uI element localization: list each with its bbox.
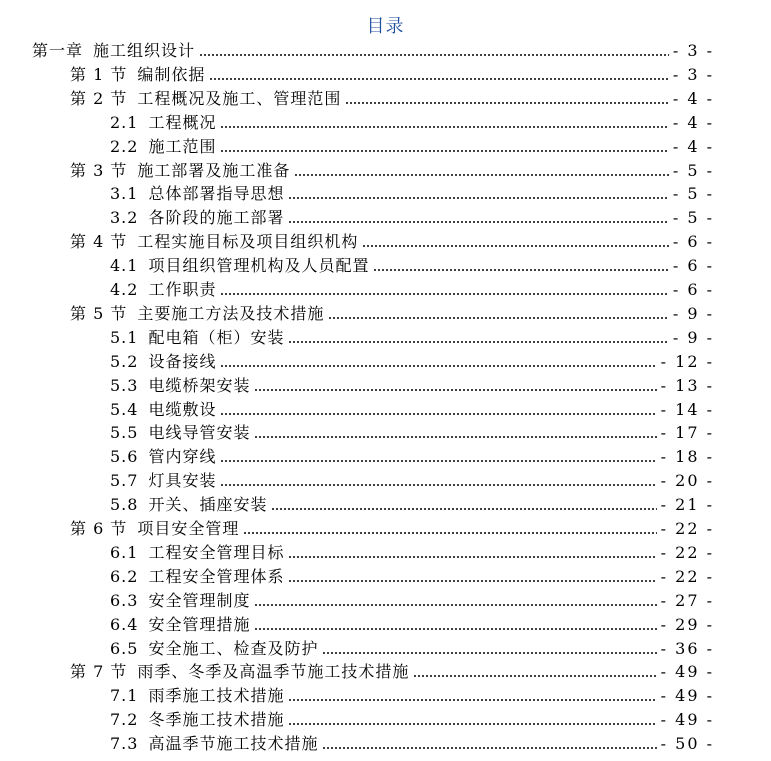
toc-entry-number: 5.4: [110, 399, 139, 419]
toc-entry[interactable]: [110, 399, 714, 421]
toc-entry-page: - 21 -: [660, 495, 714, 515]
toc-entry-number: 6.2: [110, 566, 139, 586]
toc-entry-title: 项目安全管理: [137, 519, 240, 538]
toc-entry-title: 雨季施工技术措施: [148, 686, 285, 706]
toc-entry-number: 6.5: [110, 638, 139, 658]
dot-leader: [362, 243, 668, 249]
dot-leader: [243, 530, 656, 536]
dot-leader: [288, 697, 656, 703]
toc-entry[interactable]: [110, 136, 714, 158]
dot-leader: [345, 100, 668, 106]
toc-entry-title: 电缆桥架安装: [148, 375, 251, 395]
dot-leader: [220, 124, 668, 130]
toc-entry[interactable]: [70, 661, 714, 683]
toc-entry-title: 安全管理措施: [148, 614, 251, 634]
toc-title: 目录: [366, 16, 405, 37]
toc-entry[interactable]: [70, 518, 714, 540]
toc-entry-title: 灯具安装: [148, 471, 217, 491]
toc-entry-title: 电缆敷设: [148, 399, 217, 419]
toc-entry-page: - 17 -: [660, 423, 714, 443]
toc-entry-number: 5.3: [110, 375, 139, 395]
dot-leader: [373, 267, 668, 273]
toc-entry-number: 4.1: [110, 256, 139, 276]
toc-entry-number: 第 6 节: [70, 519, 128, 538]
toc-entry[interactable]: [70, 160, 714, 182]
toc-entry-page: - 49 -: [660, 662, 714, 682]
toc-entry[interactable]: [70, 88, 714, 110]
toc-entry-title: 各阶段的施工部署: [148, 208, 285, 228]
toc-entry[interactable]: [110, 566, 714, 588]
toc-entry[interactable]: [110, 183, 714, 205]
toc-entry-title: 开关、插座安装: [148, 495, 268, 515]
toc-entry[interactable]: [110, 446, 714, 468]
toc-entry-number: 5.5: [110, 423, 139, 443]
toc-entry-title: 主要施工方法及技术措施: [137, 303, 325, 323]
toc-entry[interactable]: [110, 207, 714, 229]
toc-entry-title: 雨季、冬季及高温季节施工技术措施: [137, 662, 410, 682]
toc-entry[interactable]: [110, 614, 714, 636]
toc-entry[interactable]: [70, 303, 714, 325]
toc-entry-title: 设备接线: [148, 351, 217, 371]
toc-entry-page: - 13 -: [660, 375, 714, 395]
dot-leader: [220, 411, 656, 417]
dot-leader: [288, 219, 668, 225]
toc-entry-page: - 9 -: [672, 327, 714, 347]
toc-entry-number: 4.2: [110, 280, 139, 299]
toc-entry-page: - 27 -: [660, 590, 714, 610]
dot-leader: [413, 673, 656, 679]
toc-entry-title: 项目组织管理机构及人员配置: [148, 256, 370, 276]
dot-leader: [288, 554, 656, 560]
toc-entry[interactable]: [110, 375, 714, 397]
toc-entry-number: 2.1: [110, 112, 139, 132]
dot-leader: [288, 195, 668, 201]
toc-entry-title: 施工范围: [148, 136, 217, 156]
toc-entry-title: 高温季节施工技术措施: [148, 734, 319, 754]
toc-entry-page: - 4 -: [672, 112, 714, 132]
toc-entry-title: 冬季施工技术措施: [148, 710, 285, 730]
toc-entry[interactable]: [70, 64, 714, 86]
toc-entry-number: 5.6: [110, 447, 139, 467]
toc-entry-title: 工程概况及施工、管理范围: [137, 88, 342, 108]
toc-entry[interactable]: [32, 40, 714, 62]
toc-entry-title: 施工部署及施工准备: [137, 160, 291, 180]
dot-leader: [199, 52, 669, 58]
toc-entry-number: 第 7 节: [70, 662, 128, 682]
toc-entry[interactable]: [110, 327, 714, 349]
toc-entry-number: 6.3: [110, 590, 139, 610]
dot-leader: [254, 602, 656, 608]
dot-leader: [288, 339, 668, 345]
toc-entry-title: 配电箱（柜）安装: [148, 327, 285, 347]
toc-entry-page: - 6 -: [672, 280, 714, 299]
dot-leader: [209, 76, 668, 82]
toc-entry[interactable]: [110, 542, 714, 564]
dot-leader: [254, 387, 656, 393]
toc-entry[interactable]: [110, 590, 714, 612]
dot-leader: [288, 721, 656, 727]
dot-leader: [220, 458, 656, 464]
toc-entry[interactable]: [110, 279, 714, 301]
dot-leader: [220, 148, 668, 154]
toc-entry[interactable]: [110, 351, 714, 373]
toc-entry-title: 编制依据: [137, 64, 206, 84]
toc-entry-page: - 22 -: [660, 566, 714, 586]
dot-leader: [254, 434, 656, 440]
toc-entry-title: 总体部署指导思想: [148, 184, 285, 204]
toc-entry-number: 7.2: [110, 710, 139, 730]
toc-entry-number: 5.8: [110, 495, 139, 515]
toc-entry[interactable]: [70, 231, 714, 253]
toc-entry-number: 第 2 节: [70, 88, 128, 108]
toc-entry-page: - 50 -: [660, 734, 714, 754]
toc-entry[interactable]: [110, 422, 714, 444]
toc-entry-number: 5.2: [110, 351, 139, 371]
toc-entry-page: - 3 -: [672, 41, 714, 60]
toc-entry-number: 第 5 节: [70, 303, 128, 323]
toc-entry-page: - 4 -: [672, 88, 714, 108]
dot-leader: [220, 291, 668, 297]
dot-leader: [288, 578, 656, 584]
toc-entry-page: - 36 -: [660, 638, 714, 658]
toc-entry-page: - 18 -: [660, 447, 714, 467]
toc-entry-page: - 5 -: [672, 184, 714, 204]
toc-entry-number: 5.1: [110, 327, 139, 347]
toc-entry-page: - 4 -: [672, 136, 714, 156]
toc-entry-page: - 6 -: [672, 256, 714, 276]
toc-entry-title: 施工组织设计: [93, 41, 196, 60]
toc-entry[interactable]: [110, 470, 714, 492]
toc-entry[interactable]: [110, 494, 714, 516]
dot-leader: [220, 363, 656, 369]
toc-entry-title: 工程概况: [148, 112, 217, 132]
toc-entry-page: - 5 -: [672, 208, 714, 228]
toc-entry[interactable]: [110, 112, 714, 134]
toc-entry-number: 2.2: [110, 136, 139, 156]
toc-entry[interactable]: [110, 255, 714, 277]
toc-entry-page: - 9 -: [672, 303, 714, 323]
toc-entry-page: - 49 -: [660, 686, 714, 706]
toc-entry-page: - 29 -: [660, 614, 714, 634]
dot-leader: [322, 745, 656, 751]
toc-entry-page: - 5 -: [672, 160, 714, 180]
toc-entry-page: - 20 -: [660, 471, 714, 491]
toc-entry-number: 第 1 节: [70, 64, 128, 84]
toc-entry-page: - 49 -: [660, 710, 714, 730]
toc-entry-page: - 22 -: [660, 542, 714, 562]
toc-entry-page: - 14 -: [660, 399, 714, 419]
toc-entry-number: 3.1: [110, 184, 139, 204]
toc-entry-page: - 3 -: [672, 64, 714, 84]
toc-entry-title: 管内穿线: [148, 447, 217, 467]
toc-entry-title: 工程安全管理目标: [148, 542, 285, 562]
toc-entry[interactable]: [110, 709, 714, 731]
dot-leader: [254, 626, 656, 632]
toc-entry-page: - 6 -: [672, 232, 714, 252]
toc-entry-number: 6.1: [110, 542, 139, 562]
toc-entry-title: 安全施工、检查及防护: [148, 638, 319, 658]
toc-entry[interactable]: [110, 733, 714, 755]
dot-leader: [328, 315, 668, 321]
toc-entry-number: 第一章: [32, 41, 84, 60]
toc-entry-number: 6.4: [110, 614, 139, 634]
toc-entry-number: 5.7: [110, 471, 139, 491]
toc-entry-title: 工作职责: [148, 280, 217, 299]
dot-leader: [322, 650, 656, 656]
toc-entry-number: 7.3: [110, 734, 139, 754]
toc-entry[interactable]: [110, 638, 714, 660]
dot-leader: [271, 506, 656, 512]
toc-entry-number: 第 4 节: [70, 232, 128, 252]
toc-entry-number: 7.1: [110, 686, 139, 706]
toc-entry-number: 3.2: [110, 208, 139, 228]
dot-leader: [220, 482, 656, 488]
toc-entry-title: 工程实施目标及项目组织机构: [137, 232, 359, 252]
toc-entry-title: 工程安全管理体系: [148, 566, 285, 586]
toc-entry-page: - 22 -: [660, 519, 714, 538]
dot-leader: [294, 172, 668, 178]
toc-entry[interactable]: [110, 685, 714, 707]
toc-entry-title: 安全管理制度: [148, 590, 251, 610]
toc-entry-number: 第 3 节: [70, 160, 128, 180]
toc-entry-title: 电线导管安装: [148, 423, 251, 443]
toc-entry-page: - 12 -: [660, 351, 714, 371]
